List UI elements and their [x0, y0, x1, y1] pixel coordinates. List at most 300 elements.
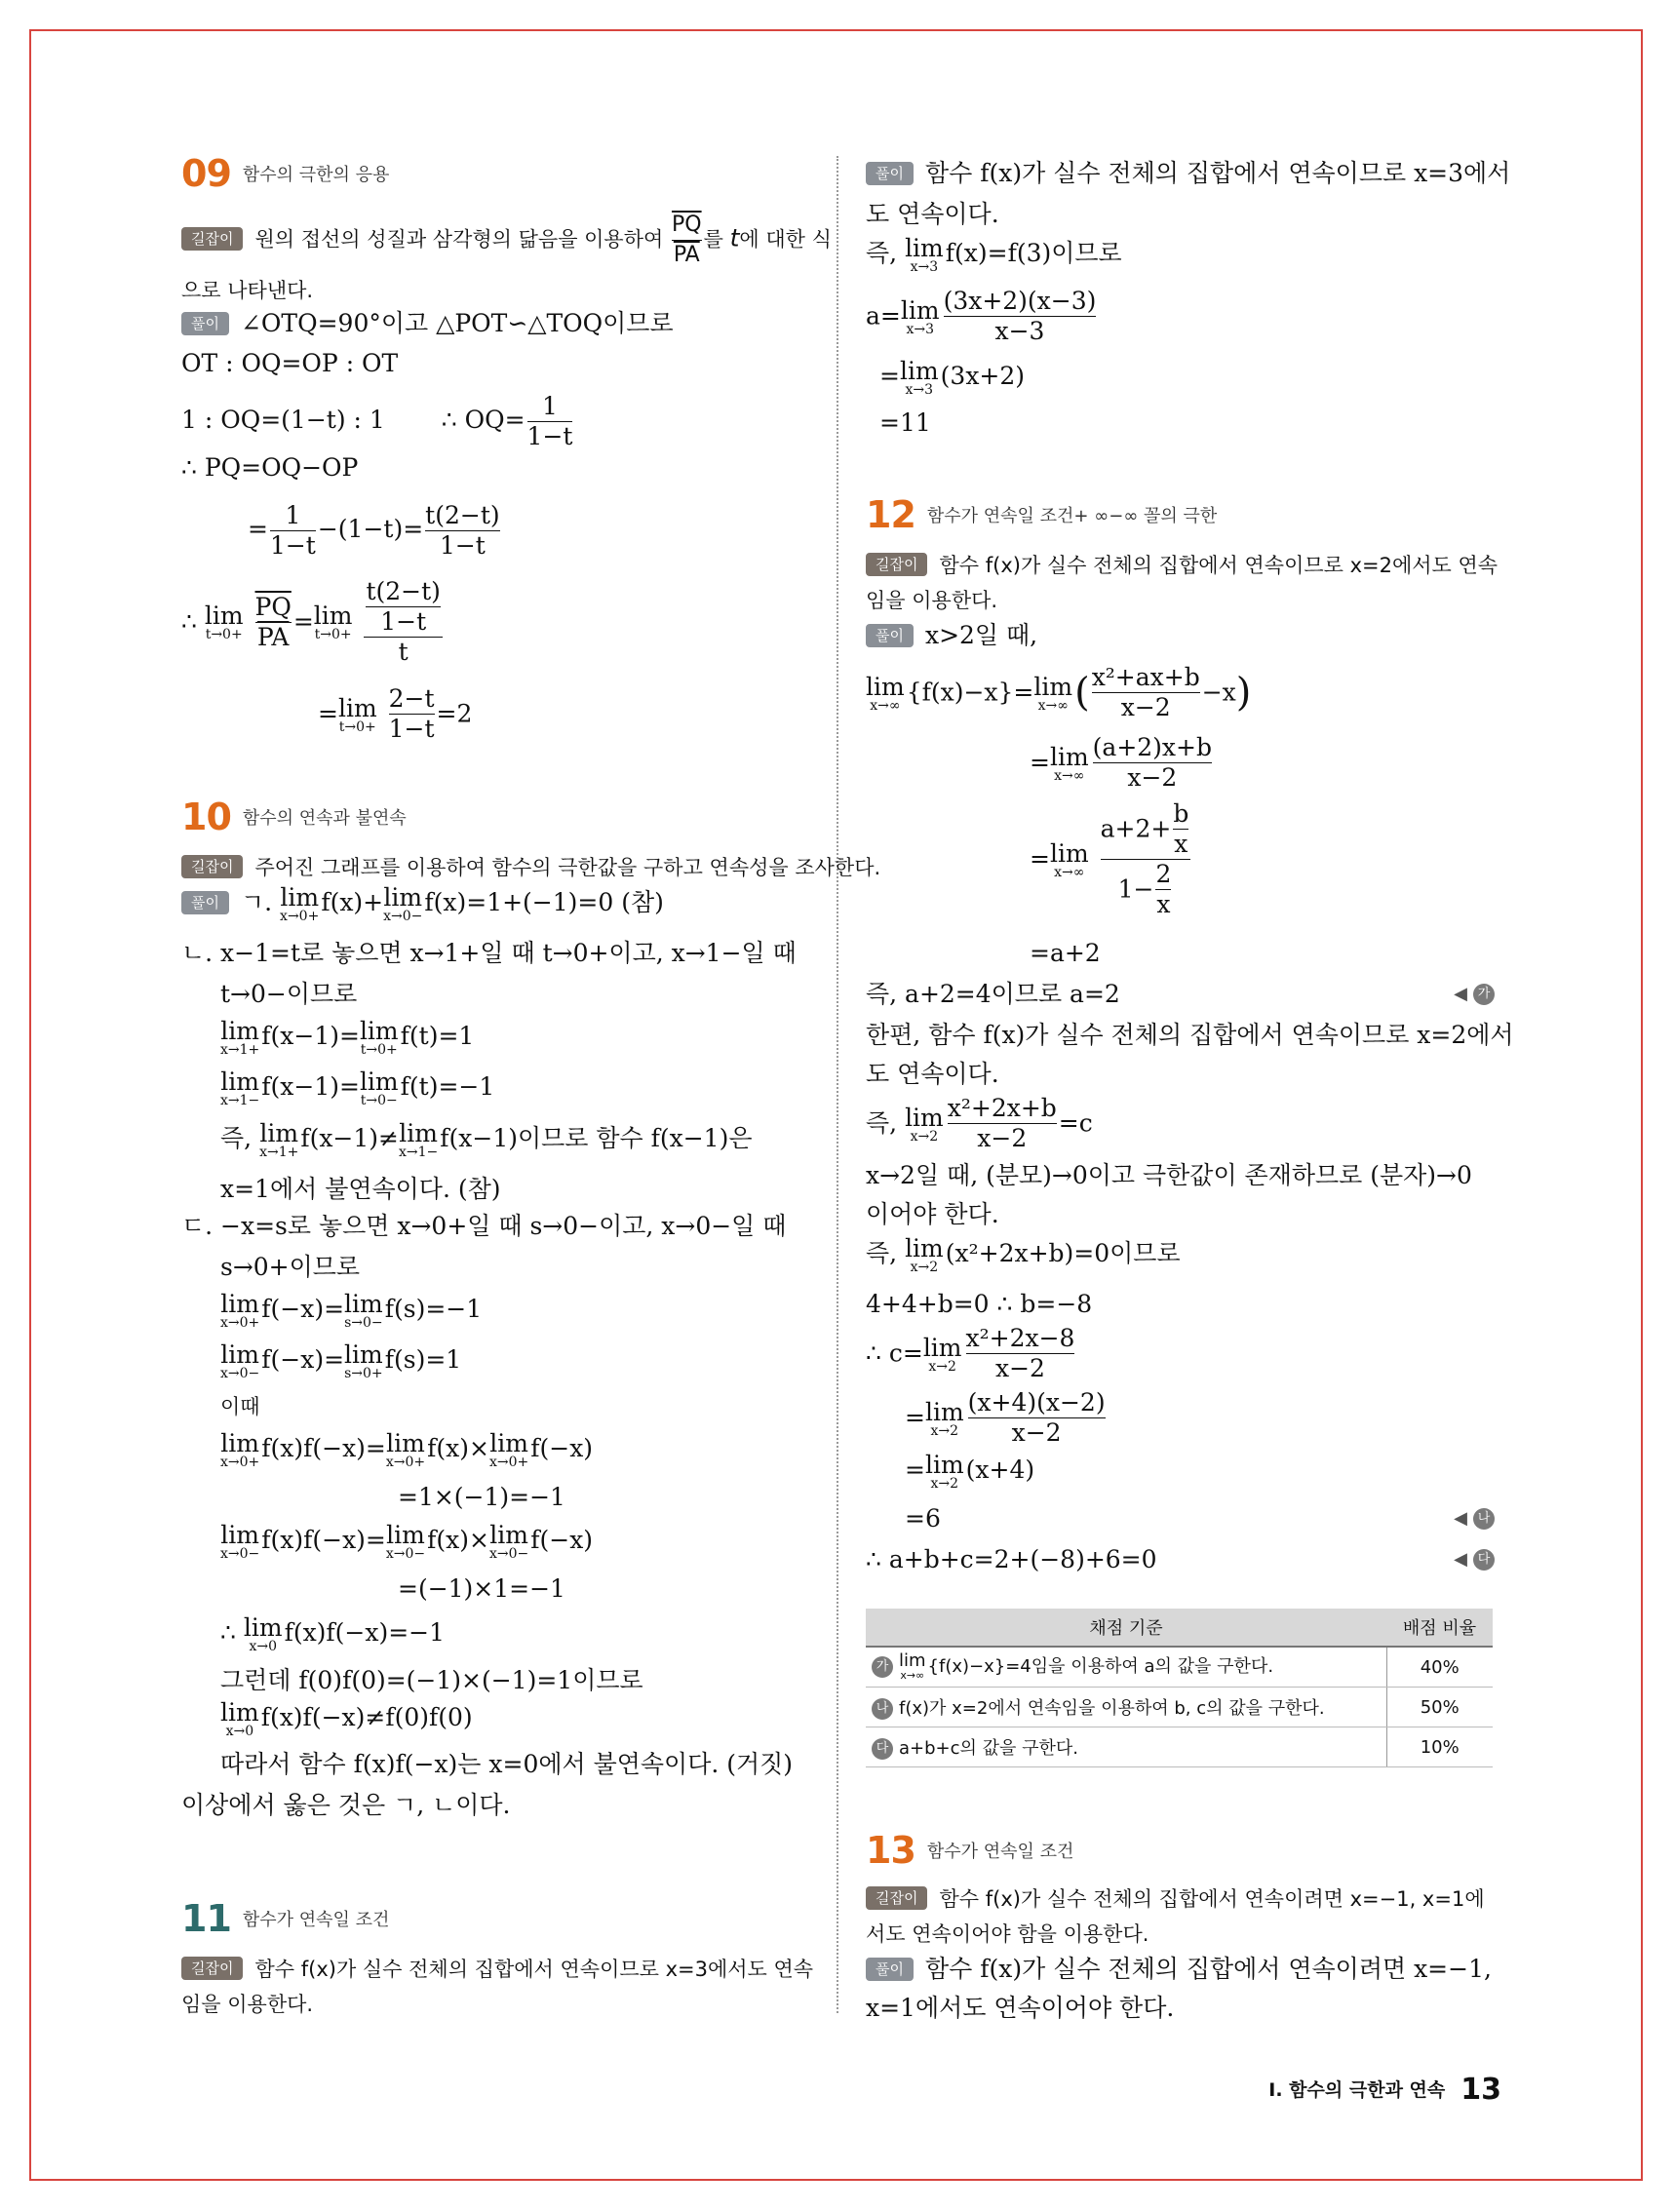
lim-sub: x→0+: [220, 1315, 260, 1331]
math-line: {f(x)−x}=: [906, 678, 1034, 707]
lim-word: lim: [905, 1234, 944, 1262]
hint-tag: 길잡이: [181, 1957, 243, 1980]
q10-hint: [181, 850, 880, 885]
question-title: 함수가 연속일 조건+ ∞−∞ 꼴의 극한: [926, 506, 1218, 526]
den-text: 1−: [1117, 874, 1154, 904]
math-line: =: [1030, 748, 1050, 777]
question-number: 10: [181, 796, 231, 838]
lim-sub: x→∞: [900, 1669, 925, 1682]
hint-text: 함수 f(x)가 실수 전체의 집합에서 연속이려면 x=−1, x=1에: [939, 1887, 1485, 1911]
frac-num: $\overline{PQ}$: [671, 213, 702, 237]
lim-sub: x→2: [928, 1358, 956, 1375]
mark-label: 가: [1473, 984, 1495, 1005]
q10-s11: [220, 1342, 461, 1379]
lim-word: lim: [280, 883, 320, 912]
fraction: [1092, 663, 1200, 722]
q12-s5: =a+2: [1030, 939, 1101, 967]
lim-sub: x→0+: [488, 1455, 529, 1470]
question-title: 함수가 연속일 조건: [926, 1842, 1074, 1862]
lim-operator: [386, 1431, 425, 1468]
math-line: 함수 f(x)가 실수 전체의 집합에서 연속이므로 x=3에서: [924, 159, 1511, 187]
q09-limit: [181, 577, 445, 667]
frac-den: x−3: [944, 316, 1097, 346]
q12-s4: [1030, 799, 1192, 919]
frac-num: (a+2)x+b: [1092, 733, 1212, 761]
lim-sub: x→∞: [1054, 767, 1085, 784]
scoring-table: [866, 1609, 1493, 1767]
math-line: x>2일 때,: [924, 621, 1038, 649]
criteria-cell: [866, 1727, 1386, 1767]
header-ratio: 배점 비율: [1386, 1609, 1493, 1647]
lim-word: lim: [259, 1119, 299, 1147]
num-text: a+2+: [1100, 814, 1172, 843]
math-line: a=: [866, 301, 901, 330]
q12-s13: 4+4+b=0 ∴ b=−8: [866, 1290, 1093, 1318]
lim-sub: x→∞: [1054, 864, 1085, 880]
page-footer: [1267, 2073, 1501, 2107]
lim-word: lim: [924, 1397, 964, 1426]
lim-operator: [489, 1431, 528, 1468]
lim-sub: x→2: [910, 1128, 939, 1145]
math-line: f(x)f(−x)=: [261, 1526, 386, 1554]
q12-s15: [905, 1388, 1108, 1448]
q12-s7: 한편, 함수 f(x)가 실수 전체의 집합에서 연속이므로 x=2에서: [866, 1021, 1514, 1049]
frac-den: x: [1156, 890, 1171, 918]
lim-operator: [337, 693, 377, 735]
criteria-cell: [866, 1647, 1386, 1688]
hint-text: 함수 f(x)가 실수 전체의 집합에서 연속이므로 x=2에서도 연속: [939, 554, 1499, 577]
criteria-text: a+b+c의 값을 구한다.: [899, 1738, 1079, 1759]
lim-operator: [383, 885, 422, 922]
lim-word: lim: [383, 883, 423, 912]
lim-word: lim: [220, 1290, 259, 1318]
frac-den: 1−t: [269, 531, 316, 560]
q10-s14: =1×(−1)=−1: [398, 1483, 565, 1511]
lim-word: lim: [905, 234, 944, 262]
lim-word: lim: [922, 1333, 962, 1362]
math-line: =: [905, 1455, 925, 1484]
pq-over-pa: [672, 211, 702, 270]
lim-sub: x→0: [225, 1724, 254, 1739]
lim-operator: [360, 1019, 399, 1056]
math-line: f(x)f(−x)=: [261, 1434, 386, 1462]
mark-label: 나: [872, 1698, 893, 1720]
frac-num: x²+2x+b: [947, 1094, 1057, 1122]
inner-fraction: [366, 577, 440, 637]
math-line: ∴ a+b+c=2+(−8)+6=0: [866, 1545, 1157, 1573]
frac-den: x−2: [968, 1417, 1106, 1448]
q12-s14: [866, 1324, 1076, 1383]
lim-word: lim: [1049, 742, 1089, 771]
math-line: =c: [1058, 1108, 1093, 1138]
frac-den: [1101, 859, 1191, 919]
column-divider: [837, 156, 838, 2013]
q10-header: [181, 796, 407, 839]
lim-sub: x→3: [910, 259, 939, 275]
lim-sub: t→0+: [205, 627, 243, 642]
q10-s4: [220, 1019, 474, 1056]
q13-hint: [866, 1882, 1485, 1917]
q12-hint: [866, 548, 1498, 583]
q10-s17: [220, 1615, 445, 1652]
equals: =: [248, 515, 268, 543]
math-line: =: [905, 1403, 925, 1432]
question-title: 함수의 연속과 불연속: [242, 808, 407, 829]
q13-s2: x=1에서도 연속이어야 한다.: [866, 1994, 1175, 2022]
lim-operator: [399, 1121, 438, 1158]
q12-s11: 이어야 한다.: [866, 1200, 999, 1228]
lim-word: lim: [359, 1017, 399, 1045]
mark-label: 가: [872, 1656, 893, 1678]
lim-operator: [205, 603, 244, 640]
fraction: [966, 1324, 1075, 1383]
hint-text: 주어진 그래프를 이용하여 함수의 극한값을 구하고 연속성을 조사한다.: [254, 856, 881, 879]
q11-s6: =11: [879, 408, 931, 437]
fraction: [389, 684, 435, 744]
math-line: ∴: [220, 1618, 236, 1647]
lim-sub: x→1−: [220, 1093, 260, 1108]
inner-fraction: [1173, 799, 1188, 859]
q09-result: [318, 684, 472, 744]
q09-pq-line: ∴ PQ=OQ−OP: [181, 453, 359, 482]
math-line: =: [879, 362, 900, 390]
math-line: f(x−1)=: [261, 1072, 360, 1101]
math-line: (3x+2): [940, 362, 1026, 390]
frac-den: x: [1174, 830, 1188, 858]
lim-sub: x→0−: [220, 1546, 260, 1562]
hint-text: 에 대한 식: [739, 227, 832, 252]
mark-label: 나: [1473, 1508, 1495, 1530]
solution-tag: 풀이: [181, 312, 229, 335]
fraction: [1093, 733, 1212, 793]
lim-sub: x→0+: [220, 1455, 260, 1470]
fraction: [948, 1094, 1057, 1153]
math-line: f(t)=−1: [400, 1072, 495, 1101]
frac-num: 2−t: [388, 684, 435, 713]
frac-den: PA: [672, 240, 702, 270]
question-number: 09: [181, 152, 231, 195]
fraction: [270, 501, 316, 561]
lim-sub: x→0+: [280, 909, 320, 924]
lim-sub: t→0+: [360, 1042, 398, 1058]
q11-header: [181, 1897, 390, 1941]
frac-num: x²+2x−8: [965, 1324, 1075, 1352]
frac-num: 1: [285, 501, 301, 529]
math-line: f(x−1)=: [261, 1022, 360, 1050]
frac-den: PA: [255, 622, 292, 652]
lim-operator: [220, 1523, 259, 1560]
frac-num: 2: [1155, 860, 1172, 888]
lim-sub: x→0−: [488, 1546, 529, 1562]
lim-word: lim: [220, 1698, 259, 1727]
q09-ratio: OT : OQ=OP : OT: [181, 349, 399, 377]
question-number: 11: [181, 1897, 231, 1940]
q10-s21: 이상에서 옳은 것은 ㄱ, ㄴ이다.: [181, 1791, 511, 1819]
q12-s17: [866, 1501, 1495, 1536]
lim-operator: [220, 1431, 259, 1468]
table-row: [866, 1727, 1493, 1767]
lim-word: lim: [489, 1429, 528, 1457]
criteria-text: f(x)가 x=2에서 연속임을 이용하여 b, c의 값을 구한다.: [899, 1698, 1325, 1719]
q09-hint: [181, 211, 832, 270]
math-line: 함수 f(x)가 실수 전체의 집합에서 연속이려면 x=−1,: [924, 1955, 1492, 1983]
math-line: f(x−1)≠: [300, 1124, 399, 1152]
frac-num: t(2−t): [425, 501, 500, 529]
lim-word: lim: [313, 602, 353, 630]
math-line: f(x)=1+(−1)=0 (참): [424, 888, 664, 916]
frac-den: t: [364, 637, 442, 667]
lim-word: lim: [386, 1429, 425, 1457]
math-line: 즉,: [220, 1124, 253, 1152]
math-line: f(−x)=: [261, 1345, 345, 1374]
q09-sol-line: [181, 306, 674, 341]
lim-word: lim: [900, 295, 940, 325]
lim-sub: x→0+: [385, 1455, 426, 1470]
q12-s9: [866, 1094, 1093, 1153]
q12-s12: [866, 1236, 1181, 1273]
q10-s15: [220, 1523, 593, 1560]
math-line: −(1−t)=: [317, 515, 424, 543]
math-line: f(x)×: [427, 1434, 489, 1462]
q12-s8: 도 연속이다.: [866, 1060, 999, 1088]
math-line: =6: [905, 1504, 941, 1533]
lim-operator: [1049, 838, 1089, 880]
hint-tag: 길잡이: [181, 855, 243, 878]
q09-header: [181, 152, 390, 196]
math-line: f(x)f(−x)≠f(0)f(0): [260, 1703, 473, 1731]
lim-word: lim: [924, 1451, 964, 1479]
q10-s7: x=1에서 불연속이다. (참): [220, 1175, 501, 1203]
frac-den: x−2: [948, 1123, 1057, 1153]
equals: =: [318, 699, 338, 728]
math-line: ∠OTQ=90°이고 △POT∽△TOQ이므로: [240, 309, 674, 337]
q10-s18: 그런데 f(0)f(0)=(−1)×(−1)=1이므로: [220, 1666, 643, 1694]
frac-num: b: [1173, 799, 1189, 828]
lim-operator: [925, 1453, 964, 1490]
criteria-text: {f(x)−x}=4임을 이용하여 a의 값을 구한다.: [927, 1656, 1274, 1677]
math-line: f(x)×: [427, 1526, 489, 1554]
frac-num: $\overline{PQ}$: [254, 592, 292, 621]
lim-word: lim: [220, 1067, 259, 1096]
lim-operator: [314, 603, 353, 640]
lim-sub: x→∞: [870, 697, 901, 714]
q11-s1: [866, 156, 1510, 191]
compound-fraction: [364, 577, 442, 667]
q10-s19: [220, 1700, 473, 1737]
math-line: f(−x): [530, 1434, 594, 1462]
q10-s2: ㄴ. x−1=t로 놓으면 x→1+일 때 t→0+이고, x→1−일 때: [181, 939, 797, 967]
frac-num: x²+ax+b: [1091, 663, 1200, 691]
lim-sub: x→3: [905, 382, 934, 398]
q10-s13: [220, 1431, 593, 1468]
lim-sub: x→3: [906, 321, 934, 337]
ratio-cell: 40%: [1386, 1647, 1493, 1688]
q12-s3: [1030, 733, 1214, 793]
lim-operator: [344, 1342, 383, 1379]
q09-pq-calc: [248, 501, 502, 561]
lim-sub: t→0+: [338, 718, 376, 735]
lim-word: lim: [344, 1340, 383, 1369]
lim-word: lim: [359, 1067, 399, 1096]
frac-num: [1101, 799, 1191, 859]
lim-sub: x→0−: [385, 1546, 426, 1562]
lim-word: lim: [243, 1613, 283, 1642]
frac-den: 1−t: [526, 422, 573, 450]
lim-word: lim: [899, 357, 939, 385]
q12-s1: [866, 618, 1037, 653]
ratio-cell: 50%: [1386, 1688, 1493, 1727]
frac-num: t(2−t): [366, 577, 441, 605]
q11-hint: [181, 1952, 813, 1987]
math-line: (x²+2x+b)=0이므로: [945, 1239, 1181, 1267]
q10-s8: ㄷ. −x=s로 놓으면 x→0+일 때 s→0−이고, x→0−일 때: [181, 1212, 787, 1240]
lim-sub: x→0: [249, 1639, 277, 1654]
q12-s6: [866, 977, 1495, 1012]
lim-operator: [905, 1103, 944, 1145]
paren-open: (: [1074, 670, 1090, 716]
hint-tag: 길잡이: [181, 227, 243, 251]
lim-operator: [900, 295, 940, 337]
lim-operator: [344, 1292, 383, 1329]
lim-sub: t→0−: [360, 1093, 398, 1108]
q10-s9: s→0+이므로: [220, 1253, 361, 1281]
lim-operator: [220, 1292, 259, 1329]
table-header-row: [866, 1609, 1493, 1647]
q13-header: [866, 1829, 1074, 1873]
mark-da-icon: ◀ 다: [1454, 1542, 1495, 1577]
math-line: 1 : OQ=(1−t) : 1: [181, 406, 385, 434]
math-line: f(−x): [530, 1526, 594, 1554]
hint-text: 원의 접선의 성질과 삼각형의 닮음을 이용하여: [254, 227, 664, 252]
q10-s5: [220, 1069, 494, 1106]
math-line: 즉,: [866, 1239, 898, 1267]
lim-sub: x→2: [930, 1476, 959, 1492]
q12-s18: [866, 1542, 1495, 1577]
lim-operator: [220, 1700, 259, 1737]
lim-operator: [866, 672, 905, 714]
mark-na-icon: ◀ 나: [1454, 1501, 1495, 1536]
lim-sub: x→∞: [1037, 697, 1069, 714]
q10-s20: 따라서 함수 f(x)f(−x)는 x=0에서 불연속이다. (거짓): [220, 1750, 794, 1778]
q09-oq-line: [181, 392, 574, 451]
lim-sub: x→2: [930, 1422, 959, 1439]
q13-hint-cont: 서도 연속이어야 함을 이용한다.: [866, 1922, 1149, 1946]
equals: =: [292, 607, 314, 636]
q11-hint-cont: 임을 이용한다.: [181, 1993, 314, 2016]
table-row: [866, 1647, 1493, 1688]
q11-s5: [879, 359, 1025, 396]
var-t: t: [729, 223, 740, 252]
lim-operator: [220, 1342, 259, 1379]
criteria-cell: [866, 1688, 1386, 1727]
hint-tag: 길잡이: [866, 1886, 927, 1910]
lim-operator: [489, 1523, 528, 1560]
q12-s16: [905, 1453, 1034, 1490]
lim-word: lim: [220, 1429, 259, 1457]
lim-operator: [280, 885, 319, 922]
lim-word: lim: [489, 1521, 528, 1549]
lim-word: lim: [386, 1521, 425, 1549]
fraction: [425, 501, 499, 561]
solution-tag: 풀이: [866, 1958, 914, 1981]
lim-word: lim: [399, 1119, 438, 1147]
inner-fraction: [1155, 860, 1171, 919]
q12-hint-cont: 임을 이용한다.: [866, 589, 998, 612]
math-line: f(s)=−1: [384, 1295, 483, 1323]
mark-label: 다: [872, 1738, 893, 1760]
header-criteria: 채점 기준: [866, 1609, 1386, 1647]
compound-fraction: [1101, 799, 1191, 919]
math-line: f(x)=f(3)이므로: [945, 239, 1122, 267]
frac-den: x−2: [1092, 692, 1200, 722]
frac-den: 1−t: [425, 530, 499, 561]
lim-operator: [360, 1069, 399, 1106]
lim-word: lim: [204, 602, 244, 630]
solution-tag: 풀이: [866, 624, 914, 647]
q10-s12: 이때: [220, 1395, 260, 1418]
frac-den: 1−t: [388, 715, 435, 743]
hint-tag: 길잡이: [866, 553, 927, 576]
lim-operator: [899, 1652, 926, 1682]
lim-sub: s→0−: [344, 1315, 383, 1331]
frac-den: x−2: [1093, 762, 1212, 793]
q10-s3: t→0−이므로: [220, 980, 358, 1008]
math-line: (x+4): [965, 1455, 1035, 1484]
q11-s2: 도 연속이다.: [866, 200, 999, 228]
lim-word: lim: [337, 693, 377, 722]
mark-ga-icon: ◀ 가: [1454, 977, 1495, 1012]
frac-num: 1: [542, 392, 558, 420]
math-line: −x: [1201, 678, 1236, 707]
lim-word: lim: [866, 672, 905, 701]
math-line: f(x−1)이므로 함수 f(x−1)은: [440, 1124, 753, 1152]
lim-word: lim: [905, 1103, 944, 1132]
frac-den: 1−t: [366, 606, 440, 637]
fraction: [255, 593, 292, 652]
lim-operator: [924, 1397, 964, 1439]
solution-tag: 풀이: [866, 162, 914, 185]
q10-s1: [181, 885, 664, 922]
lim-sub: x→0−: [220, 1366, 260, 1381]
question-number: 12: [866, 493, 915, 536]
math-line: 즉,: [866, 239, 898, 267]
lim-sub: x→1+: [259, 1145, 299, 1160]
math-line: f(x)f(−x)=−1: [284, 1618, 446, 1647]
fraction: [527, 392, 573, 451]
lim-operator: [259, 1121, 298, 1158]
q10-s6: [220, 1121, 752, 1158]
lim-sub: x→1+: [220, 1042, 260, 1058]
math-line: f(x)+: [321, 888, 384, 916]
chapter-title: Ⅰ. 함수의 극한과 연속: [1268, 2079, 1446, 2101]
lim-word: lim: [1033, 672, 1073, 701]
q11-s4: [866, 287, 1098, 346]
lim-word: lim: [220, 1340, 259, 1369]
lim-operator: [220, 1069, 259, 1106]
fraction: [944, 287, 1097, 346]
q10-s10: [220, 1292, 482, 1329]
frac-den: x−2: [966, 1353, 1075, 1383]
q13-s1: [866, 1952, 1492, 1987]
lim-operator: [922, 1333, 962, 1375]
lim-sub: x→2: [910, 1260, 939, 1275]
lim-operator: [244, 1615, 283, 1652]
math-line: =2: [436, 699, 473, 728]
q10-s16: =(−1)×1=−1: [398, 1574, 565, 1603]
lim-operator: [220, 1019, 259, 1056]
lim-operator: [905, 236, 944, 273]
math-line: ∴ c=: [866, 1339, 923, 1368]
